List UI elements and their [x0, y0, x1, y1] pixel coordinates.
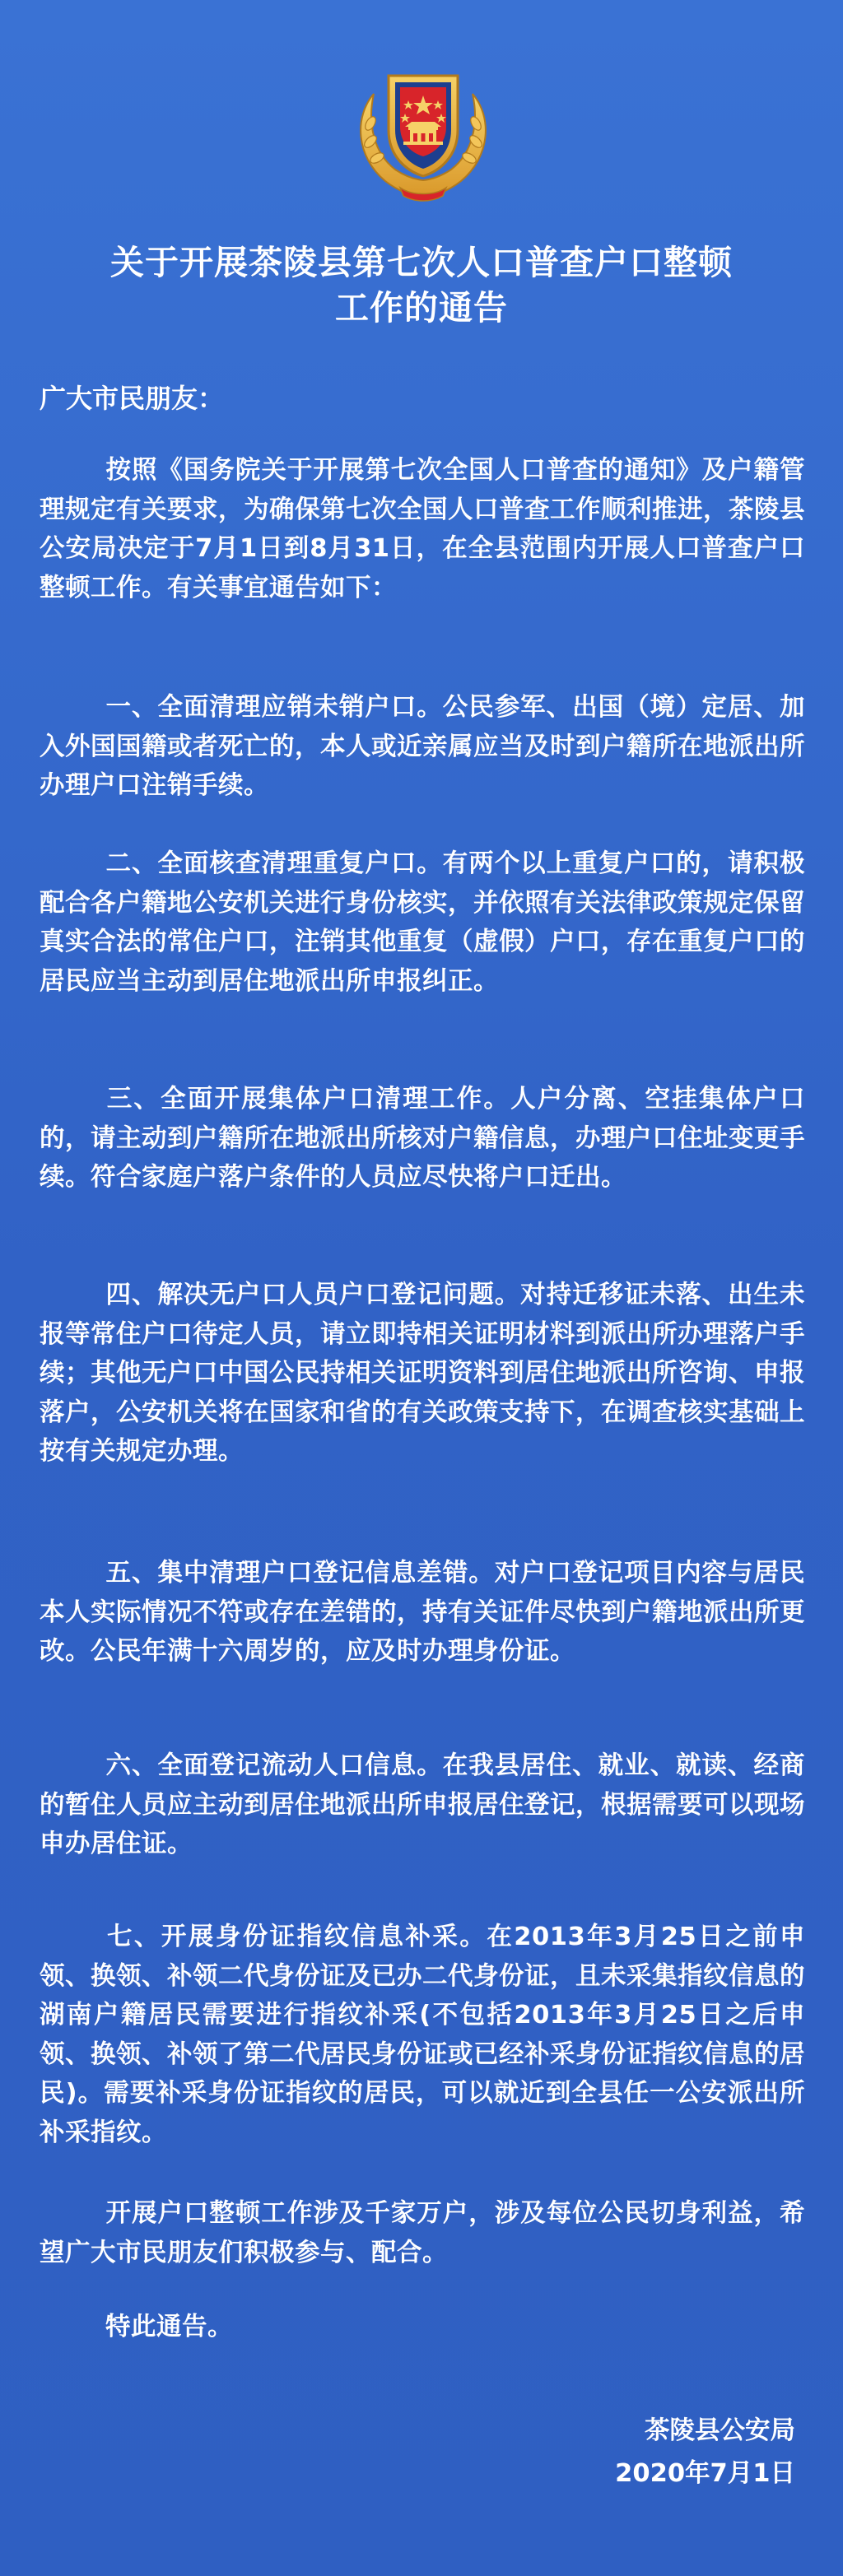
paragraph-item-4	[40, 1276, 805, 1472]
paragraph-item-1	[40, 688, 805, 806]
paragraph-intro-text: 按照《国务院关于开展第七次全国人口普查的通知》及户籍管理规定有关要求，为确保第七次全国人口普查工作顺利推进，茶陵县公安局决定于7月1日到8月31日，在全县范围内开展人口普查户口整顿工作。有关事宜通告如下：	[40, 456, 805, 602]
title-line-1: 关于开展茶陵县第七次人口普查户口整顿	[110, 243, 733, 282]
signature-block	[615, 2410, 795, 2495]
greeting: 广大市民朋友：	[40, 383, 225, 414]
paragraph-notice-text: 特此通告。	[105, 2313, 233, 2341]
police-emblem-icon	[342, 51, 504, 207]
paragraph-item-2	[40, 844, 805, 1001]
paragraph-item-5	[40, 1554, 805, 1672]
paragraph-closing	[40, 2194, 805, 2272]
paragraph-item-1-text: 一、全面清理应销未销户口。公民参军、出国（境）定居、加入外国国籍或者死亡的，本人或近亲属应当及时到户籍所在地派出所办理户口注销手续。	[40, 693, 805, 800]
paragraph-item-3	[40, 1080, 805, 1197]
paragraph-item-6	[40, 1746, 805, 1864]
signature-org: 茶陵县公安局	[645, 2416, 795, 2445]
paragraph-item-6-text: 六、全面登记流动人口信息。在我县居住、就业、就读、经商的暂住人员应主动到居住地派出所申报居住登记，根据需要可以现场申办居住证。	[40, 1751, 805, 1858]
paragraph-closing-text: 开展户口整顿工作涉及千家万户，涉及每位公民切身利益，希望广大市民朋友们积极参与、配合。	[40, 2199, 805, 2267]
paragraph-item-5-text: 五、集中清理户口登记信息差错。对户口登记项目内容与居民本人实际情况不符或存在差错的，持有关证件尽快到户籍地派出所更改。公民年满十六周岁的，应及时办理身份证。	[40, 1559, 805, 1666]
paragraph-item-7-text: 七、开展身份证指纹信息补采。在2013年3月25日之前申领、换领、补领二代身份证及已办二代身份证，且未采集指纹信息的湖南户籍居民需要进行指纹补采(不包括2013年3月25日之后申领、换领、补领了第二代居民身份证或已经补采身份证指纹信息的居民)。需要补采身份证指纹的居民，可以就近到全县任一公安派出所补采指纹。	[40, 1923, 805, 2147]
title-line-2: 工作的通告	[335, 288, 508, 328]
paragraph-item-4-text: 四、解决无户口人员户口登记问题。对持迁移证未落、出生未报等常住户口待定人员，请立即持相关证明材料到派出所办理落户手续；其他无户口中国公民持相关证明资料到居住地派出所咨询、申报落户，公安机关将在国家和省的有关政策支持下，在调查核实基础上按有关规定办理。	[40, 1281, 805, 1466]
paragraph-item-7	[40, 1918, 805, 2152]
paragraph-intro	[40, 451, 805, 607]
page-title	[33, 240, 810, 331]
paragraph-item-3-text: 三、全面开展集体户口清理工作。人户分离、空挂集体户口的，请主动到户籍所在地派出所核对户籍信息，办理户口住址变更手续。符合家庭户落户条件的人员应尽快将户口迁出。	[40, 1085, 805, 1192]
paragraph-notice	[40, 2308, 805, 2347]
paragraph-item-2-text: 二、全面核查清理重复户口。有两个以上重复户口的，请积极配合各户籍地公安机关进行身份核实，并依照有关法律政策规定保留真实合法的常住户口，注销其他重复（虚假）户口，存在重复户口的居民应当主动到居住地派出所申报纠正。	[40, 849, 805, 996]
signature-date: 2020年7月1日	[615, 2459, 795, 2488]
